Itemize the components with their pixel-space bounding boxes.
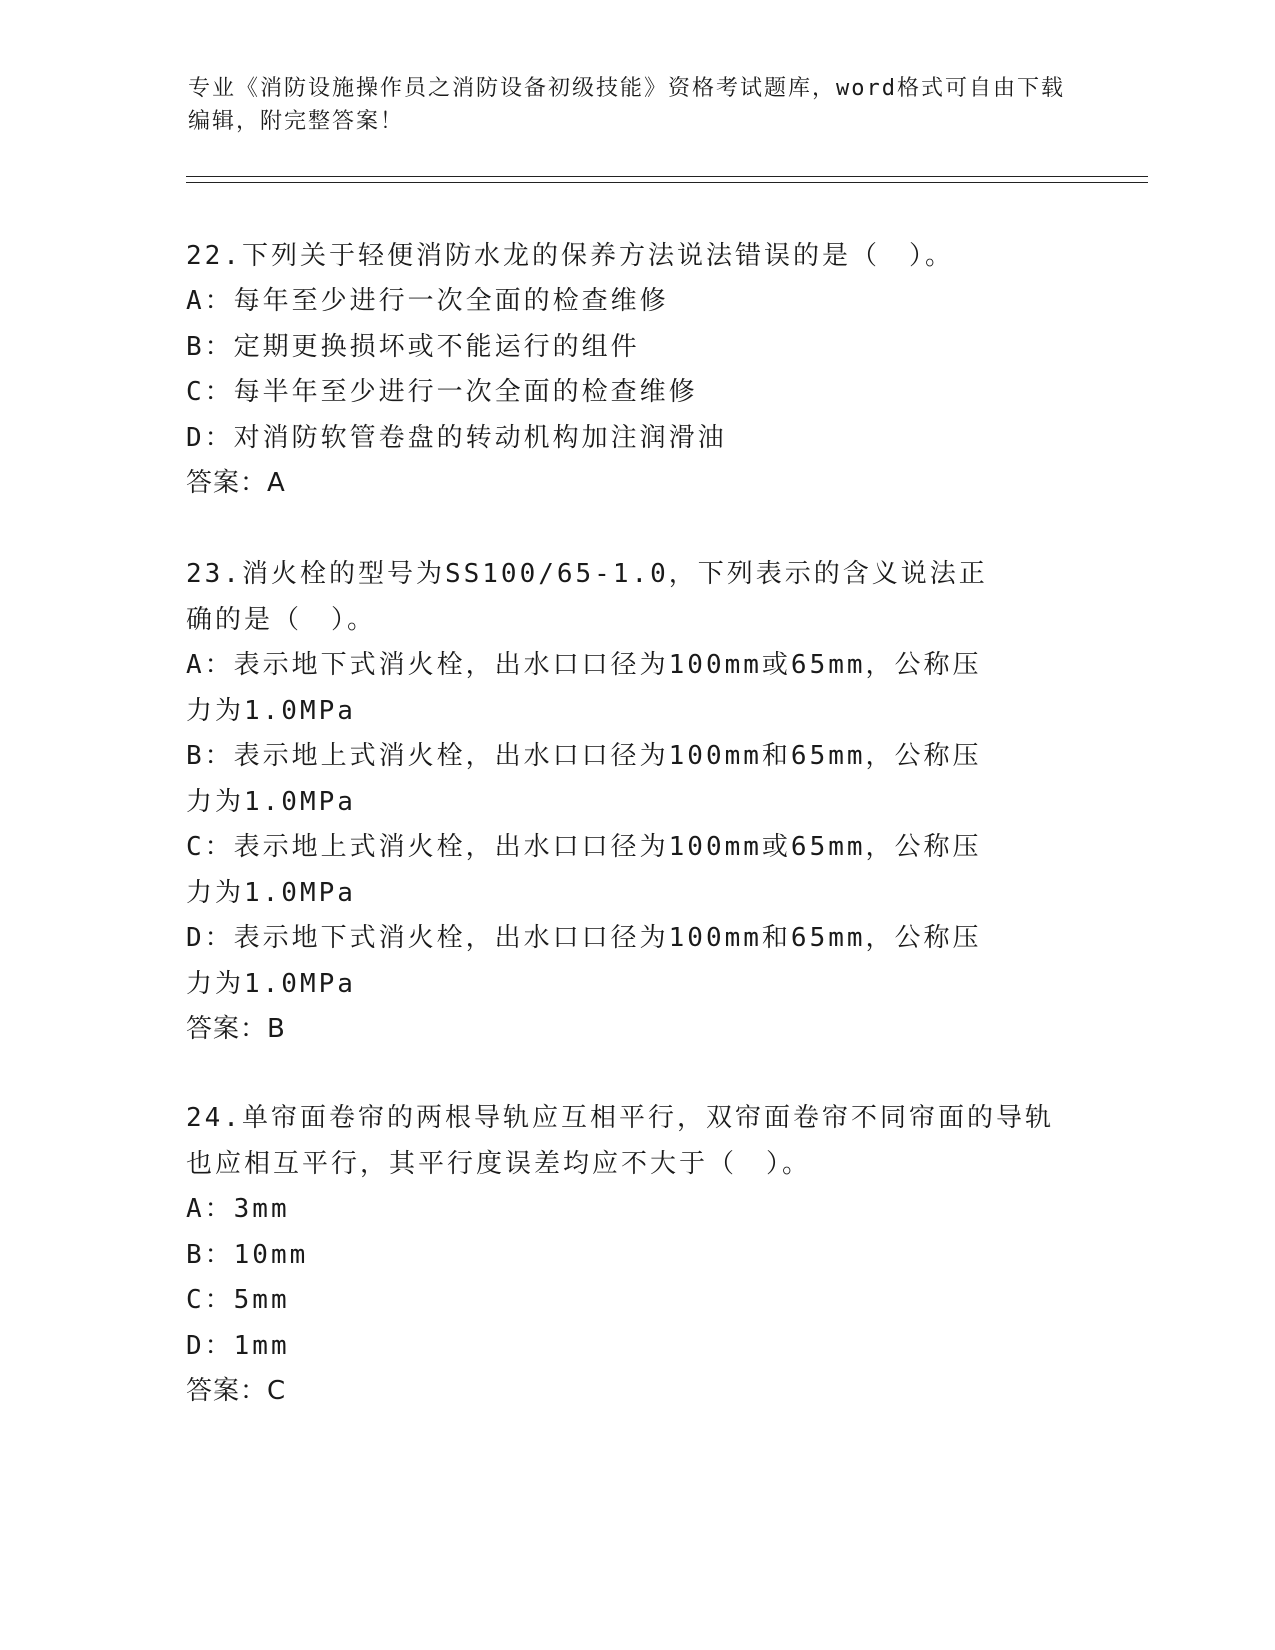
option-b: B：表示地上式消火栓，出水口口径为100mm和65mm，公称压力为1.0MPa <box>186 741 982 817</box>
option-c: C：5mm <box>186 1285 290 1315</box>
option-d: D：表示地下式消火栓，出水口口径为100mm和65mm，公称压力为1.0MPa <box>186 923 982 999</box>
option-a: A：每年至少进行一次全面的检查维修 <box>186 286 669 316</box>
question-24 <box>186 1095 1056 1414</box>
answer: 答案：B <box>186 1014 286 1044</box>
header-divider-bottom <box>186 182 1148 183</box>
document-header: 专业《消防设施操作员之消防设备初级技能》资格考试题库，word格式可自由下载编辑，附完整答案！ <box>188 76 1065 134</box>
question-22 <box>186 233 1086 506</box>
header-divider-top <box>186 176 1148 177</box>
question-stem: 23.消火栓的型号为SS100/65-1.0，下列表示的含义说法正确的是（ ）。 <box>186 559 988 635</box>
question-stem: 22.下列关于轻便消防水龙的保养方法说法错误的是（ ）。 <box>186 241 954 271</box>
option-c: C：每半年至少进行一次全面的检查维修 <box>186 377 698 407</box>
question-23 <box>186 551 1006 1052</box>
answer: 答案：C <box>186 1376 287 1406</box>
option-a: A：表示地下式消火栓，出水口口径为100mm或65mm，公称压力为1.0MPa <box>186 650 982 726</box>
option-c: C：表示地上式消火栓，出水口口径为100mm或65mm，公称压力为1.0MPa <box>186 832 982 908</box>
option-d: D：1mm <box>186 1330 290 1361</box>
question-stem: 24.单帘面卷帘的两根导轨应互相平行，双帘面卷帘不同帘面的导轨也应相互平行，其平行度误差均应不大于（ ）。 <box>186 1103 1054 1179</box>
option-a: A：3mm <box>186 1194 290 1224</box>
answer: 答案：A <box>186 468 286 498</box>
option-d: D：对消防软管卷盘的转动机构加注润滑油 <box>186 422 727 453</box>
option-b: B：定期更换损坏或不能运行的组件 <box>186 331 640 362</box>
option-b: B：10mm <box>186 1239 309 1270</box>
